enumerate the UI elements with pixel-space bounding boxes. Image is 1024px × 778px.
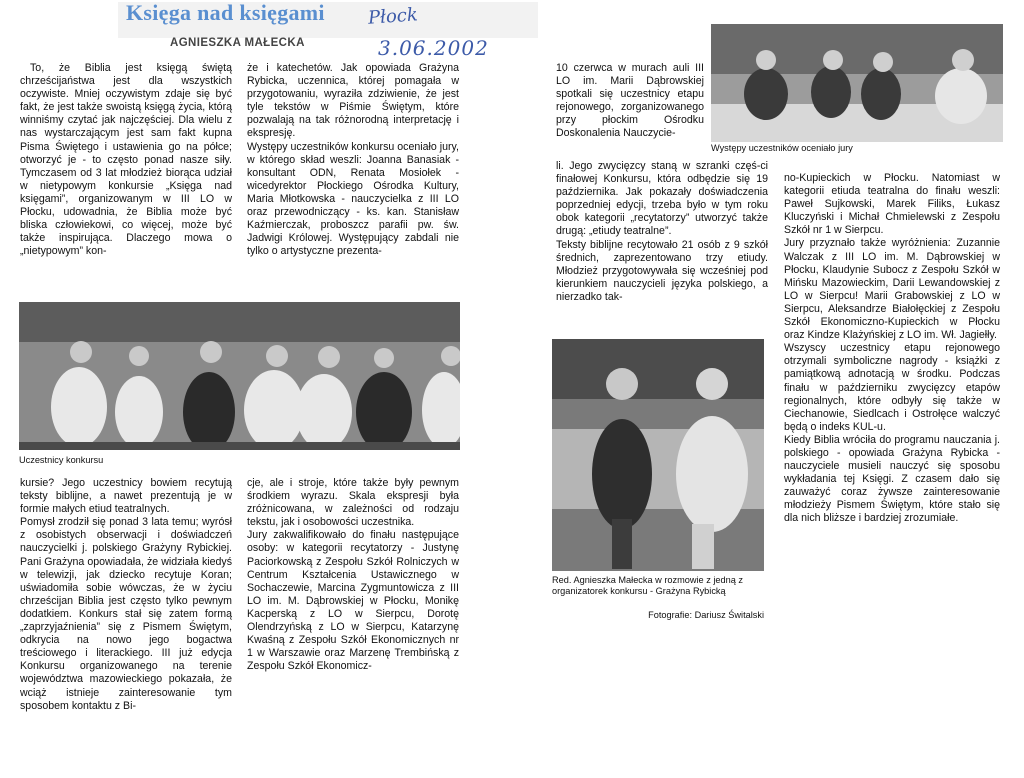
handwritten-city: Płock	[367, 4, 419, 29]
participants-photo	[19, 302, 460, 450]
column-1-top: To, że Biblia jest księgą świętą chrześcijaństwa jest dla wszystkich oczywiste. Mniej oczywistym zdaje się być fakt, że jest także swoistą księgą życia, którą winniśmy czytać jak najczęściej. Dla wielu z nas wystarczającym jest sam fakt kupna Pisma Świętego i ustawienia go na półce; otworzyć je - to często ponad nasze siły. Tymczasem od 3 lat młodzież biorąca udział w nietypowym konkursie „Księga nad księgami”, organizowanym w III LO w Płocku, udowadnia, że Biblia może być bliska człowiekowi, co więcej, może być także inspirująca. Dlaczego mowa o „nietypowym” kon-	[20, 62, 232, 258]
photographer-credit: Fotografie: Dariusz Świtalski	[648, 610, 764, 620]
interview-photo-image	[552, 339, 764, 571]
handwritten-date: 3.06.2002	[378, 36, 489, 60]
participants-caption: Uczestnicy konkursu	[19, 455, 104, 465]
column-1-bottom: kursie? Jego uczestnicy bowiem recytują teksty biblijne, a nawet prezentują je w formie małych etiud teatralnych. Pomysł zrodził się ponad 3 lata temu; wyrósł z osobistych obserwacji i doświadczeń nauczycielki j. polskiego Grażyny Rybickiej. Pani Grażyna opowiadała, że widziała kiedyś w telewizji, jak dziecko recytuje Koran; uświadomiła sobie wówczas, że w życiu chrześcijan Biblia jest często tylko pewnym dodatkiem. Konkurs stał się zatem formą „zaprzyjaźnienia” się z Pismem Świętym, odkrycia na nowo jego bogactwa treściowego i literackiego. III już edycja Konkursu organizowanego na terenie województwa mazowieckiego pokazała, że wciąż istnieje zainteresowanie tym sposobem kontaktu z Bi-	[20, 477, 232, 712]
column-2-top: że i katechetów. Jak opowiada Grażyna Rybicka, uczennica, której pomagała w przygotowaniu, wyraziła zdziwienie, że jest tyle tekstów w Piśmie Świętym, które pozwalają na tak różnorodną interpretację i ekspresję. Występy uczestników konkursu oceniało jury, w którego skład weszli: Joanna Banasiak - konsultant ODN, Renata Mosiołek - wicedyrektor Płockiego Ośrodka Kultury, Maria Młotkowska - nauczycielka z III LO oraz przewodniczący - ks. kan. Stanisław Kaźmierczak, proboszcz parafii pw. św. Jadwigi Królowej. Występujący zabdali nie tylko o artystyczne prezenta-	[247, 62, 459, 258]
jury-caption: Występy uczestników oceniało jury	[711, 143, 853, 153]
column-4: no-Kupieckich w Płocku. Natomiast w kategorii etiuda teatralna do finału weszli: Paweł Sujkowski, Marek Filiks, Łukasz Kluczyński i Michał Chmielewski z Zespołu Szkół nr 1 w Sierpcu. Jury przyznało także wyróżnienia: Zuzannie Walczak z III LO im. M. Dąbrowskiej w Płocku, Klaudynie Subocz z Zespołu Szkół w Mińsku Mazowieckim, Darii Lewandowskiej z LO w Sierpcu! Marii Grabowskiej z LO w Sierpcu, Aleksandrze Białołęckiej z Zespołu Szkół Ekonomiczno-Kupieckich w Płocku oraz Kindze Klażyńskiej z LO im. Wł. Jagiełły. Wszyscy uczestnicy etapu rejonowego otrzymali symboliczne nagrody - książki z pamiątkową adnotacją w środku. Podczas finału w październiku zwycięzcy etapów regionalnych, które odbyły się także w Ciechanowie, Siedlcach i Ostrołęce walczyć będą o indeks KUL-u. Kiedy Biblia wróciła do programu nauczania j. polskiego - opowiada Grażyna Rybicka - nauczyciele musieli nauczyć się sposobu wykładania tej Księgi. Z czasem dało się zauważyć coraz żywsze zainteresowanie młodzieży Pismem Świętym, które stało się dla nich bliższe i bardziej zrozumiałe.	[784, 172, 1000, 525]
participants-photo-image	[19, 302, 460, 450]
jury-photo-image	[711, 24, 1003, 142]
column-3-top: 10 czerwca w murach auli III LO im. Marii Dąbrowskiej spotkali się uczestnicy etapu rejonowego, zorganizowanego przy płockim Ośrodku Doskonalenia Nauczycie-	[556, 62, 704, 140]
article-author: AGNIESZKA MAŁECKA	[170, 37, 305, 49]
interview-caption: Red. Agnieszka Małecka w rozmowie z jedną z organizatorek konkursu - Grażyna Rybicką	[552, 575, 743, 596]
interview-photo	[552, 339, 764, 571]
column-2-bottom: cje, ale i stroje, które także były pewnym środkiem wyrazu. Skala ekspresji była zróżnicowana, w zależności od rodzaju tekstu, jak i osobowości uczestnika. Jury zakwalifikowało do finału następujące osoby: w kategorii recytatorzy - Justynę Paciorkowską z Zespołu Szkół Rolniczych w Centrum Kształcenia Ustawicznego w Sochaczewie, Marcina Zygmuntowicza z III LO im. M. Dąbrowskiej w Płocku, Monikę Kacperską z LO w Sierpcu, Dorotę Olendrzyńską z LO w Sierpcu, Katarzynę Kwaśną z Zespołu Szkół Ekonomicznych nr 1 w Warszawie oraz Marzenę Trembińską z Zespołu Szkół Ekonomicz-	[247, 477, 459, 673]
article-title: Księga nad księgami	[126, 0, 325, 25]
column-3-middle: li. Jego zwycięzcy staną w szranki częś-ci finałowej Konkursu, która odbędzie się 19 października. Jak pokazały doświadczenia poprzedniej edycji, trzeba było w tym roku obok kategorii „recytatorzy” utworzyć także drugą: „etiudy teatralne”. Teksty biblijne recytowało 21 osób z 9 szkół średnich, zaprezentowano trzy etiudy. Młodzież przygotowywała się wcześniej pod kierunkiem nauczycieli języka polskiego, a nierzadko tak-	[556, 160, 768, 303]
jury-photo	[711, 24, 1003, 142]
